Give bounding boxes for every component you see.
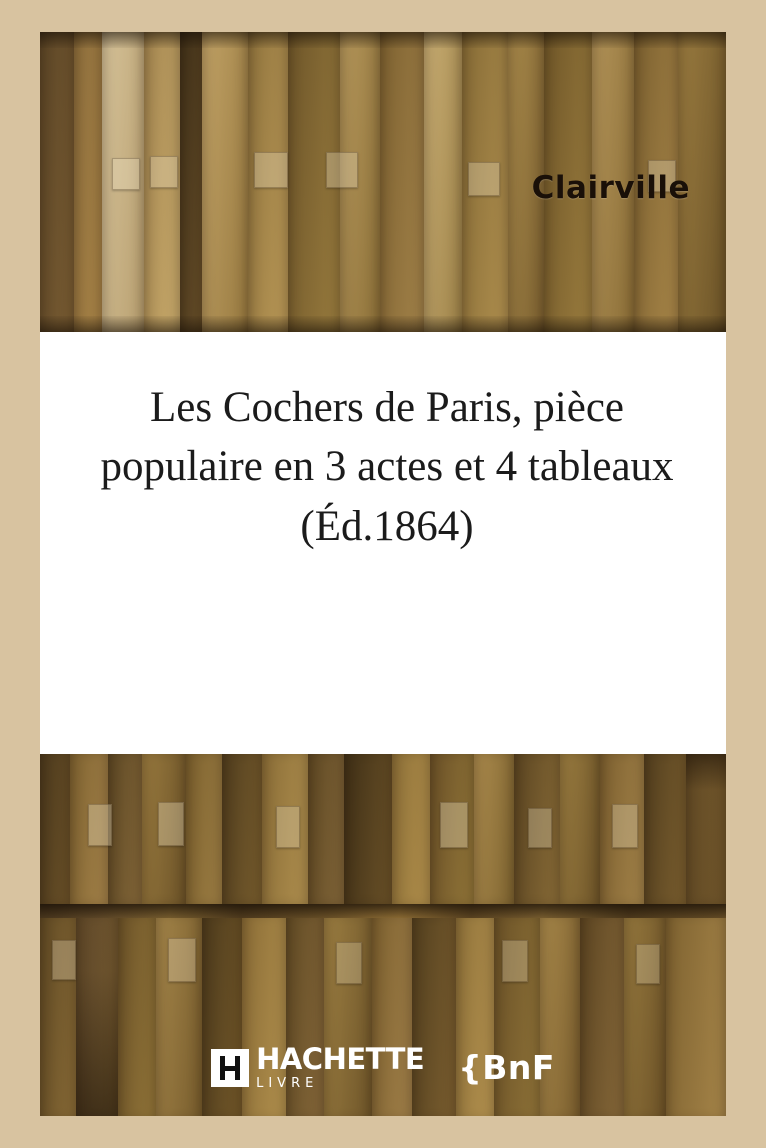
book-spine [644, 754, 686, 904]
spine-label [440, 802, 468, 848]
author-name: Clairville [531, 170, 690, 206]
book-spine [40, 754, 70, 904]
publisher-logos [40, 1042, 726, 1091]
spine-label [612, 804, 638, 848]
bnf-logo: {BnF [458, 1048, 555, 1087]
spine-label [168, 938, 196, 982]
shelf-divider [40, 904, 726, 918]
spine-label [336, 942, 362, 984]
hachette-name: HACHETTE [256, 1042, 425, 1076]
book-spine [380, 32, 424, 332]
book-spine [186, 754, 222, 904]
spine-label [150, 156, 178, 188]
top-shelf-photo [40, 32, 726, 332]
spine-label [468, 162, 500, 196]
book-spine [560, 754, 600, 904]
book-title: Les Cochers de Paris, pièce populaire en 3 actes et 4 tableaux (Éd.1864) [100, 384, 674, 550]
bottom-shelf-photo [40, 754, 726, 1116]
shelf-shadow-top [40, 32, 726, 48]
book-spine [202, 32, 248, 332]
book-spine [74, 32, 102, 332]
book-spine [686, 754, 726, 904]
book-spine [424, 32, 462, 332]
hachette-livre-logo [211, 1042, 425, 1091]
book-spine [40, 32, 74, 332]
spine-label [276, 806, 300, 848]
spine-label [636, 944, 660, 984]
book-spine [108, 754, 142, 904]
spine-label [326, 152, 358, 188]
book-spine [308, 754, 344, 904]
cover-inner [40, 32, 726, 1116]
spine-label [502, 940, 528, 982]
shelf-row-upper [40, 754, 726, 904]
hachette-h-icon [211, 1049, 249, 1087]
book-spine [222, 754, 262, 904]
book-spine [474, 754, 514, 904]
book-spine [344, 754, 392, 904]
spine-label [254, 152, 288, 188]
spine-label [528, 808, 552, 848]
title-band [40, 332, 726, 754]
spine-label [158, 802, 184, 846]
book-spine [392, 754, 430, 904]
book-spine [180, 32, 202, 332]
spine-label [52, 940, 76, 980]
spine-label [112, 158, 140, 190]
hachette-subtitle: LIVRE [256, 1076, 319, 1091]
spine-label [88, 804, 112, 846]
shelf-shadow-bottom [40, 316, 726, 332]
